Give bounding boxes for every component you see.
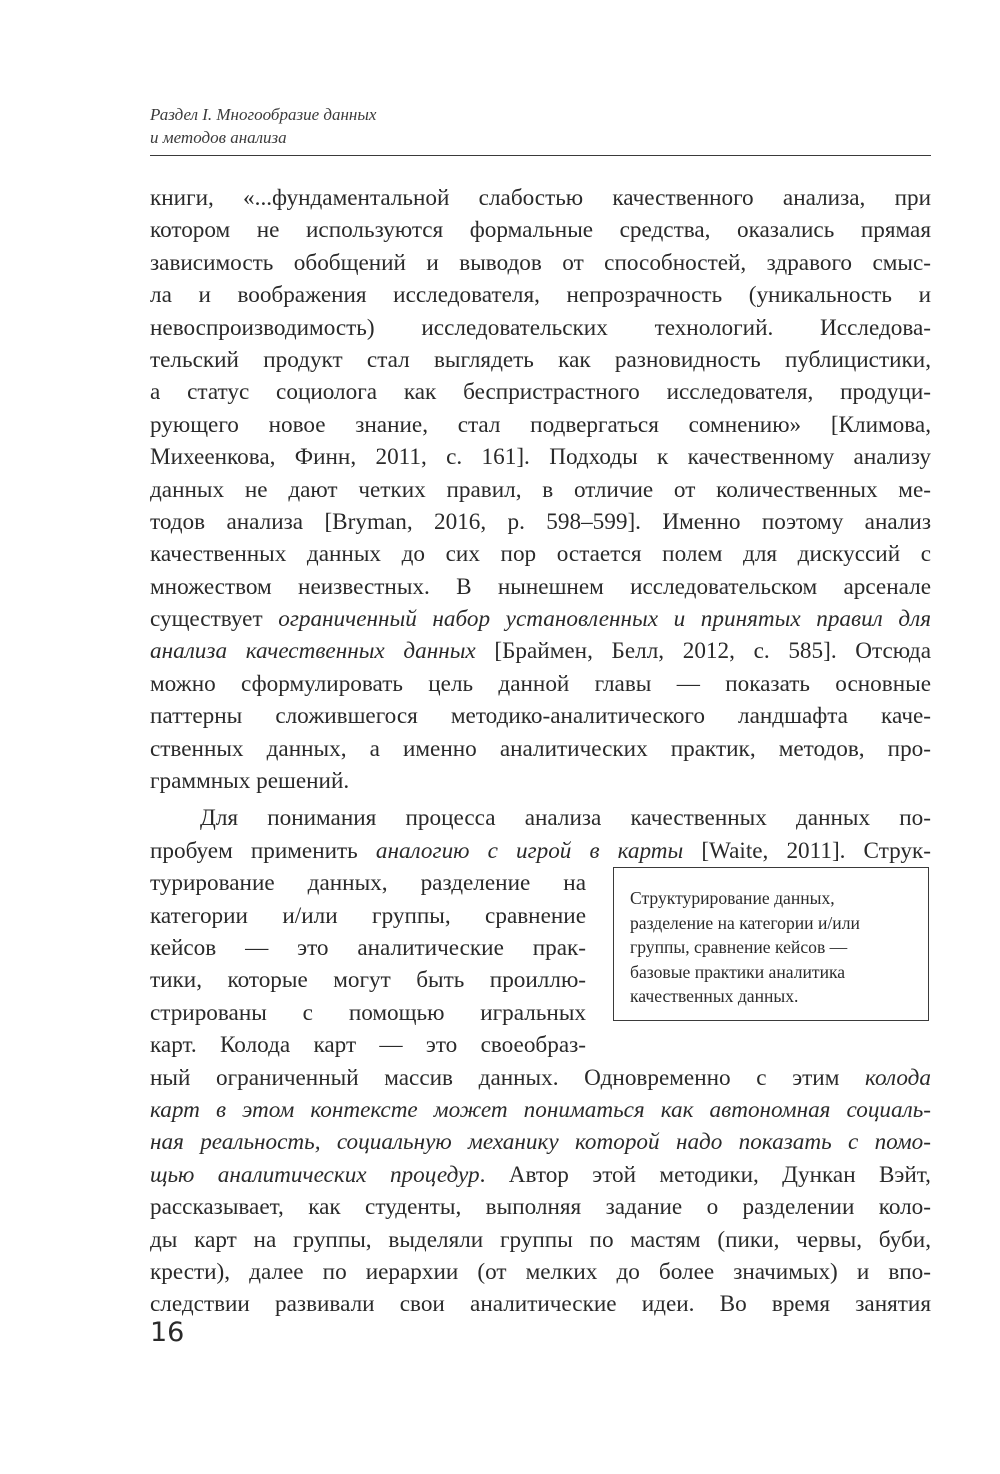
sidebar-line: базовые практики аналитика <box>630 961 846 982</box>
text-line: стрированы с помощью игральных <box>150 999 586 1026</box>
text-line: существует ограниченный набор установленных и принятых правил для <box>150 606 931 633</box>
italic-emphasis: щью аналитических процедур <box>150 1161 480 1188</box>
text-line: невоспроизводимость) исследовательских технологий. Исследова- <box>150 314 931 341</box>
text-line: турирование данных, разделение на <box>150 870 586 897</box>
text-line: кейсов — это аналитические прак- <box>150 934 586 961</box>
text-line: ственных данных, а именно аналитических практик, методов, про- <box>150 735 931 762</box>
sidebar-line: Структурирование данных, <box>630 888 835 908</box>
text-line: можно сформулировать цель данной главы — показать основные <box>150 670 931 697</box>
text-line: зависимость обобщений и выводов от способностей, здравого смыс- <box>150 249 931 276</box>
text-line: котором не используются формальные средства, оказались прямая <box>150 217 931 244</box>
running-head-line: и методов анализа <box>150 128 287 147</box>
text-line: тики, которые могут быть проиллю- <box>150 967 586 994</box>
italic-emphasis: анализа качественных данных <box>150 638 476 665</box>
text-line <box>150 1094 931 1126</box>
text-line: тодов анализа [Bryman, 2016, p. 598–599]. Именно поэтому анализ <box>150 508 931 535</box>
text-line: качественных данных до сих пор остается полем для дискуссий с <box>150 541 931 568</box>
italic-emphasis: ограниченный набор установленных и принятых правил для <box>278 606 931 633</box>
text-line: следствии развивали свои аналитические идеи. Во время занятия <box>150 1291 931 1318</box>
text-line: рассказывает, как студенты, выполняя задание о разделении коло- <box>150 1194 931 1221</box>
text-line: карт. Колода карт — это своеобраз- <box>150 1032 586 1059</box>
text-line: ды карт на группы, выделяли группы по мастям (пики, червы, буби, <box>150 1226 931 1253</box>
running-head-line: Раздел I. Многообразие данных <box>150 105 377 124</box>
text-line: паттерны сложившегося методико-аналитического ландшафта каче- <box>150 703 931 730</box>
text-line: крести), далее по иерархии (от мелких до более значимых) и впо- <box>150 1258 931 1285</box>
text-line: ный ограниченный массив данных. Одновременно с этим колода <box>150 1064 931 1091</box>
italic-emphasis: аналогию с игрой в карты <box>375 837 684 864</box>
text-line: пробуем применить аналогию с игрой в карты [Waite, 2011]. Струк- <box>150 837 932 864</box>
page-number: 16 <box>150 1317 185 1348</box>
text-line: анализа качественных данных [Браймен, Белл, 2012, с. 585]. Отсюда <box>150 638 931 665</box>
italic-emphasis: карт в этом контексте может пониматься как автономная социаль- <box>150 1096 931 1123</box>
running-head <box>150 103 930 149</box>
text-line: тельский продукт стал выглядеть как разновидность публицистики, <box>150 346 931 373</box>
text-line: а статус социолога как беспристрастного исследователя, продуци- <box>150 379 931 406</box>
text-line: множеством неизвестных. В нынешнем исследовательском арсенале <box>150 573 931 600</box>
sidebar-box <box>613 867 929 1021</box>
text-line: категории и/или группы, сравнение <box>150 902 586 929</box>
text-line <box>150 1126 931 1158</box>
text-line: книги, «...фундаментальной слабостью качественного анализа, при <box>150 185 931 211</box>
text-line: Для понимания процесса анализа качественных данных по- <box>200 805 931 832</box>
body-text <box>150 182 931 1321</box>
sidebar-line: разделение на категории и/или <box>630 912 860 933</box>
sidebar-line: качественных данных. <box>630 986 799 1006</box>
sidebar-line: группы, сравнение кейсов — <box>630 937 848 957</box>
text-line: рующего новое знание, стал подвергаться сомнению» [Климова, <box>150 411 931 438</box>
text-line: данных не дают четких правил, в отличие от количественных ме- <box>150 476 931 503</box>
text-line: Михеенкова, Финн, 2011, с. 161]. Подходы к качественному анализу <box>150 444 931 471</box>
text-line: щью аналитических процедур. Автор этой методики, Дункан Вэйт, <box>150 1161 931 1188</box>
text-line: ла и воображения исследователя, непрозрачность (уникальность и <box>150 282 931 309</box>
running-head-rule <box>150 155 931 156</box>
italic-emphasis: колода <box>865 1064 931 1091</box>
italic-emphasis: ная реальность, социальную механику которой надо показать с помо- <box>150 1129 931 1156</box>
text-line: граммных решений. <box>150 768 350 795</box>
